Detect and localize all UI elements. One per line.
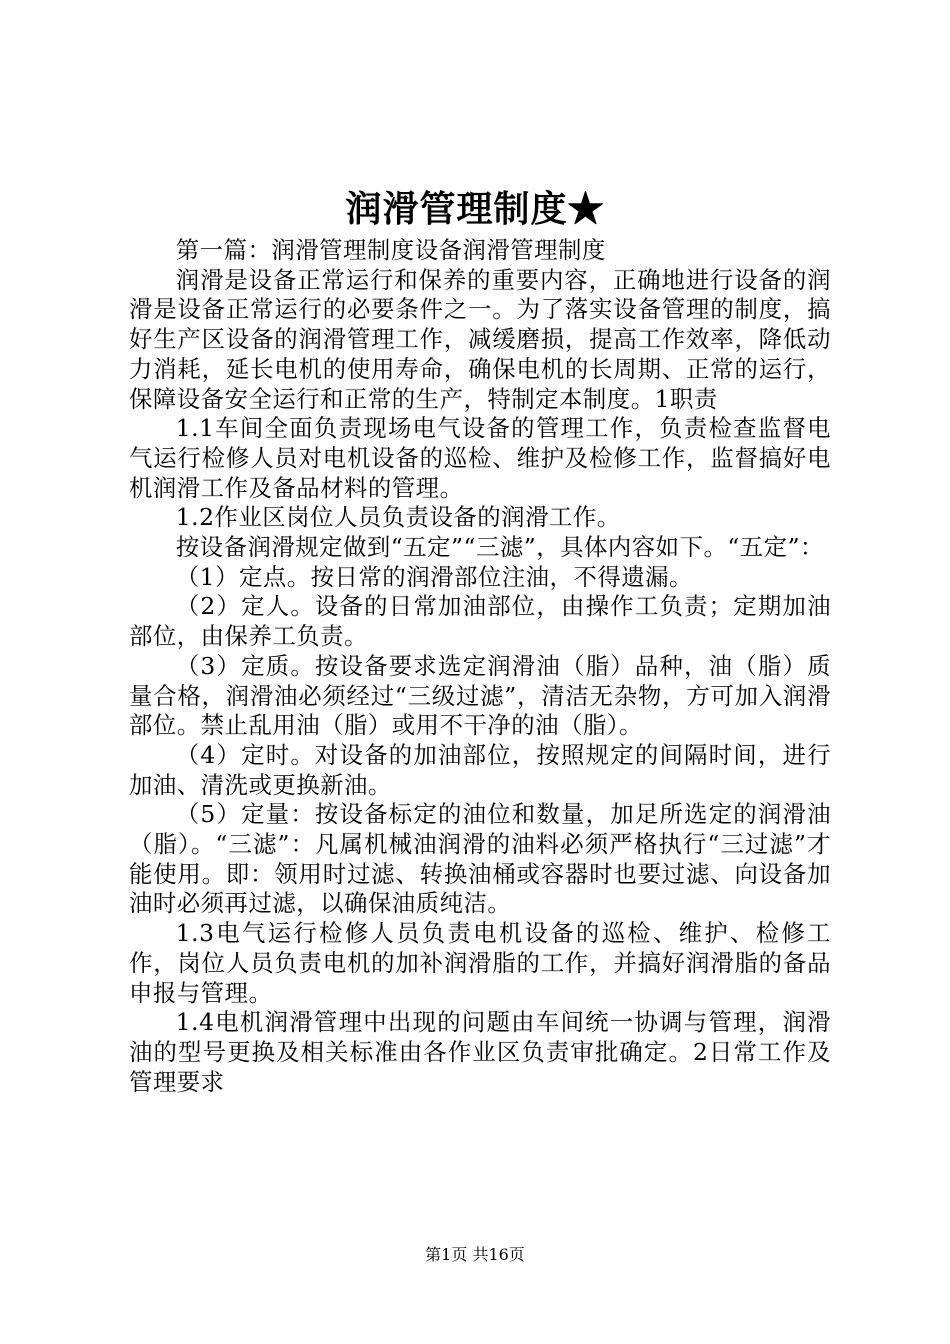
paragraph-item-5: （5）定量：按设备标定的油位和数量，加足所选定的润滑油（脂）。“三滤”：凡属机械油润滑的油料必须严格执行“三过滤”才能使用。即：领用时过滤、转换油桶或容器时也要过滤、向设备加油时必须再过滤，以确保油质纯洁。: [129, 800, 831, 918]
section-heading: 第一篇：润滑管理制度设备润滑管理制度: [175, 236, 606, 264]
document-title: 润滑管理制度★: [345, 188, 605, 230]
paragraph-item-1: （1）定点。按日常的润滑部位注油，不得遗漏。: [175, 562, 693, 591]
paragraph-item-3: （3）定质。按设备要求选定润滑油（脂）品种，油（脂）质量合格，润滑油必须经过“三级过滤”，清洁无杂物，方可加入润滑部位。禁止乱用油（脂）或用不干净的油（脂）。: [129, 651, 831, 740]
document-body: [129, 236, 831, 1097]
paragraph-item-4: （4）定时。对设备的加油部位，按照规定的间隔时间，进行加油、清洗或更换新油。: [129, 740, 831, 799]
paragraph-item-2: （2）定人。设备的日常加油部位，由操作工负责；定期加油部位，由保养工负责。: [129, 592, 831, 651]
paragraph-1-1: 1.1车间全面负责现场电气设备的管理工作，负责检查监督电气运行检修人员对电机设备的巡检、维护及检修工作，监督搞好电机润滑工作及备品材料的管理。: [129, 414, 831, 502]
paragraph-intro: 润滑是设备正常运行和保养的重要内容，正确地进行设备的润滑是设备正常运行的必要条件之一。为了落实设备管理的制度，搞好生产区设备的润滑管理工作，减缓磨损，提高工作效率，降低动力消耗，延长电机的使用寿命，确保电机的长周期、正常的运行，保障设备安全运行和正常的生产，特制定本制度。1职责: [129, 265, 831, 413]
page-footer: 第1页 共16页: [425, 1245, 525, 1264]
paragraph-1-2: 1.2作业区岗位人员负责设备的润滑工作。: [175, 503, 621, 532]
paragraph-1-4: 1.4电机润滑管理中出现的问题由车间统一协调与管理，润滑油的型号更换及相关标准由各作业区负责审批确定。2日常工作及管理要求: [129, 1008, 831, 1096]
paragraph-five-fixed-intro: 按设备润滑规定做到“五定”“三滤”，具体内容如下。“五定”：: [175, 533, 824, 562]
paragraph-1-3: 1.3电气运行检修人员负责电机设备的巡检、维护、检修工作，岗位人员负责电机的加补润滑脂的工作，并搞好润滑脂的备品申报与管理。: [129, 919, 831, 1007]
